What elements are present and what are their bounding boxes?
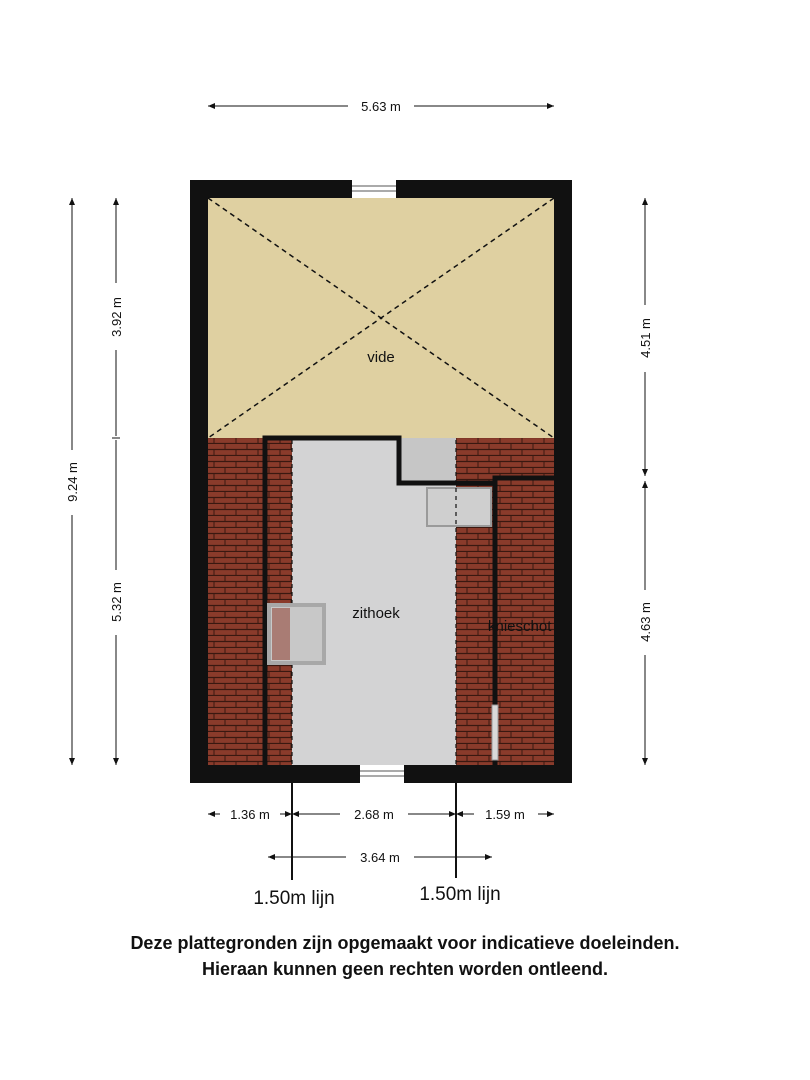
disclaimer [0,930,810,982]
dim-right-lower: 4.63 m [638,602,653,642]
room-label-zithoek: zithoek [352,605,400,622]
top-window [352,180,396,198]
room-label-knieschot: knieschot [488,618,552,635]
dim-left-lower: 5.32 m [109,582,124,622]
dim-bottom-left: 1.36 m [230,807,270,822]
dim-bottom-right: 1.59 m [485,807,525,822]
step-area [427,488,491,526]
dim-right-upper: 4.51 m [638,318,653,358]
bottom-window [360,765,404,783]
disclaimer-line-2: Hieraan kunnen geen rechten worden ontleend. [201,959,609,979]
dim-top-width: 5.63 m [361,99,401,114]
door-marker [492,705,498,760]
dim-bottom-span: 3.64 m [360,850,400,865]
dim-left-outer: 9.24 m [65,462,80,502]
line-150-right-label: 1.50m lijn [419,884,501,905]
dim-bottom-middle: 2.68 m [354,807,394,822]
skylight-window-inner [272,608,290,660]
landing-block [399,438,456,481]
room-label-vide: vide [367,349,395,366]
dim-left-upper: 3.92 m [109,297,124,337]
line-150-left-label: 1.50m lijn [253,888,335,909]
disclaimer-line-1: Deze plattegronden zijn opgemaakt voor indicatieve doeleinden. [130,933,680,953]
